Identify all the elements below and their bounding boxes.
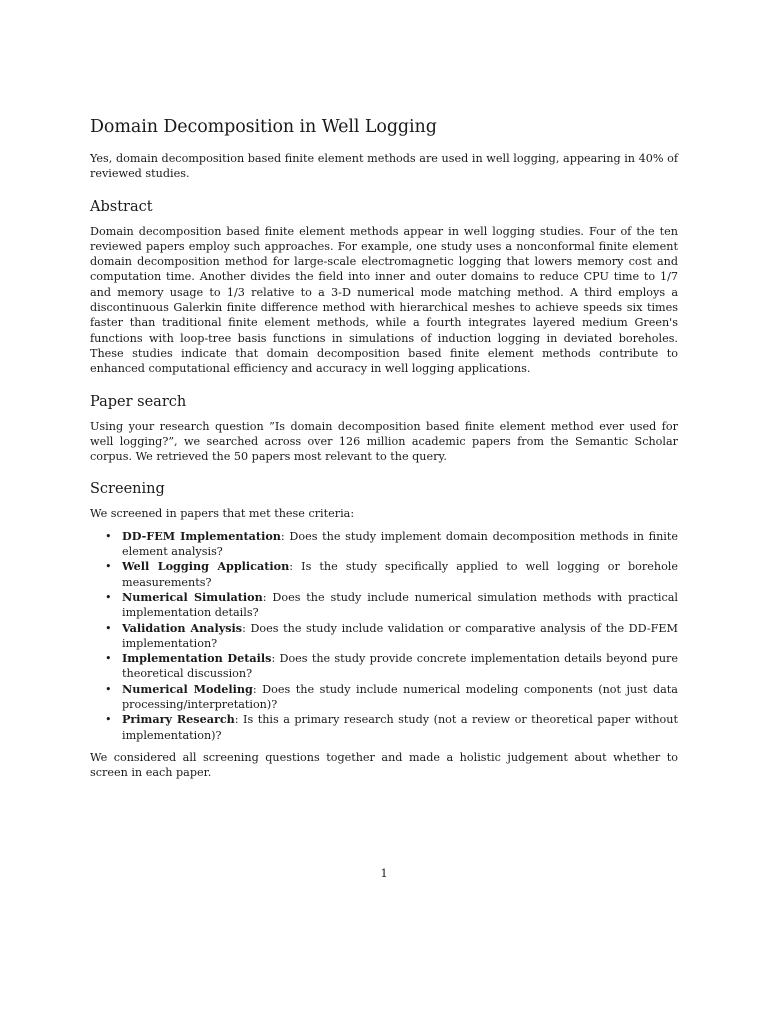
paper-search-paragraph: Using your research question ”Is domain decomposition based finite element method ever used for well logging?”, we searched across over 126 million academic papers from the Semantic Scholar corpus. We retrieved the 50 papers most relevant to the query. (90, 419, 678, 464)
intro-paragraph: Yes, domain decomposition based finite element methods are used in well logging, appearing in 40% of reviewed studies. (90, 152, 678, 181)
criterion-term: Well Logging Application (122, 559, 290, 574)
bullet-icon: • (105, 682, 112, 696)
criterion-term: DD-FEM Implementation (122, 528, 281, 543)
criterion-term: Numerical Modeling (122, 681, 253, 696)
abstract-paragraph: Domain decomposition based finite element methods appear in well logging studies. Four of the ten reviewed papers employ such approaches. For example, one study uses a nonconformal finite element domain decomposition method for large-scale electromagnetic logging that lowers memory cost and computation time. Another divides the field into inner and outer domains to reduce CPU time to 1/7 and memory usage to 1/3 relative to a 3-D numerical mode matching method. A third employs a discontinuous Galerkin finite difference method with hierarchical meshes to achieve speeds six times faster than traditional finite element methods, while a fourth integrates layered medium Green's functions with loop-tree basis functions in simulations of induction logging in deviated boreholes. These studies indicate that domain decomposition based finite element methods contribute to enhanced computational efficiency and accuracy in well logging applications. (90, 224, 678, 376)
criterion-text: : Does the study implement domain decomposition methods in finite element analysis? (122, 529, 678, 559)
list-item (90, 621, 678, 652)
bullet-icon: • (105, 529, 112, 543)
screening-criteria-list (90, 529, 678, 743)
list-item (90, 682, 678, 713)
criterion-text: : Does the study include numerical simulation methods with practical implementation details? (122, 590, 678, 620)
criterion-text: : Does the study include numerical modeling components (not just data processing/interpretation)? (122, 682, 678, 712)
criterion-text: : Is the study specifically applied to well logging or borehole measurements? (122, 560, 679, 589)
bullet-icon: • (105, 590, 112, 604)
bullet-icon: • (105, 560, 112, 574)
criterion-term: Implementation Details (122, 651, 272, 666)
document-page (90, 117, 678, 781)
list-item (90, 590, 678, 621)
paper-search-heading: Paper search (90, 393, 187, 410)
list-item (90, 712, 678, 743)
criterion-text: : Does the study provide concrete implementation details beyond pure theoretical discussion? (122, 652, 678, 681)
document-title: Domain Decomposition in Well Logging (90, 117, 437, 137)
bullet-icon: • (105, 621, 112, 635)
criterion-term: Validation Analysis (122, 620, 243, 635)
bullet-icon: • (105, 713, 112, 727)
criterion-text: : Is this a primary research study (not a review or theoretical paper without implementation)? (122, 713, 678, 742)
screening-conclusion: We considered all screening questions together and made a holistic judgement about whether to screen in each paper. (90, 750, 678, 780)
list-item (90, 529, 678, 560)
criterion-term: Numerical Simulation (122, 589, 263, 604)
criterion-text: : Does the study include validation or comparative analysis of the DD-FEM implementation? (122, 621, 678, 650)
page-number: 1 (380, 867, 388, 880)
screening-intro: We screened in papers that met these criteria: (90, 507, 355, 521)
list-item (90, 559, 678, 590)
bullet-icon: • (105, 652, 112, 666)
screening-heading: Screening (90, 481, 165, 498)
abstract-heading: Abstract (90, 198, 153, 215)
criterion-term: Primary Research (122, 712, 235, 727)
list-item (90, 651, 678, 682)
